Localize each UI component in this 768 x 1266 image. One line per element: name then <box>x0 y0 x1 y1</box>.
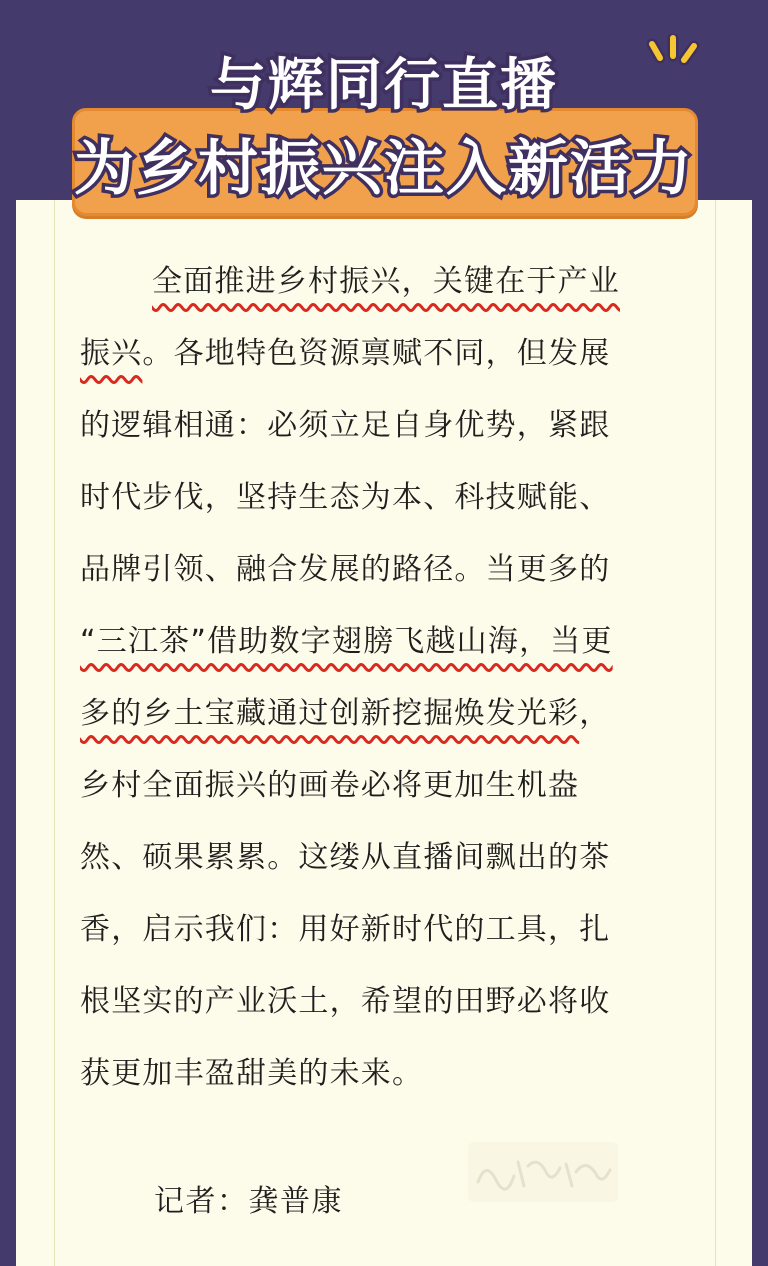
headline-line-2: 为乡村振兴注入新活力 <box>74 134 694 204</box>
reporter-byline: 记者：龚普康 <box>154 1184 343 1219</box>
article-line-11: 根坚实的产业沃土，希望的田野必将收 <box>80 984 611 1019</box>
article-line-6 <box>80 606 692 678</box>
article-line-7 <box>80 678 692 750</box>
underlined-phrase: “三江茶”借助数字翅膀飞越山海，当更 <box>80 624 613 659</box>
article-line-10: 香，启示我们：用好新时代的工具，扎 <box>80 912 611 947</box>
article-line-9: 然、硕果累累。这缕从直播间飘出的茶 <box>80 840 611 875</box>
article-text: 。各地特色资源禀赋不同，但发展 <box>142 336 611 371</box>
signature-watermark <box>468 1142 618 1202</box>
article-line-3: 的逻辑相通：必须立足自身优势，紧跟 <box>80 408 611 443</box>
article-body <box>80 246 692 1110</box>
article-text: ， <box>579 696 611 731</box>
underlined-phrase: 全面推进乡村振兴，关键在于产业 <box>152 264 620 299</box>
article-line-12: 获更加丰盈甜美的未来。 <box>80 1056 424 1091</box>
article-line-2 <box>80 318 692 390</box>
article-line-4: 时代步伐，坚持生态为本、科技赋能、 <box>80 480 611 515</box>
article-line-8: 乡村全面振兴的画卷必将更加生机盎 <box>80 768 580 803</box>
headline-line-1: 与辉同行直播 <box>210 53 558 118</box>
underlined-phrase: 振兴 <box>80 336 143 371</box>
article-line-1 <box>80 246 692 318</box>
article-line-5: 品牌引领、融合发展的路径。当更多的 <box>80 552 611 587</box>
underlined-phrase: 多的乡土宝藏通过创新挖掘焕发光彩 <box>80 696 580 731</box>
